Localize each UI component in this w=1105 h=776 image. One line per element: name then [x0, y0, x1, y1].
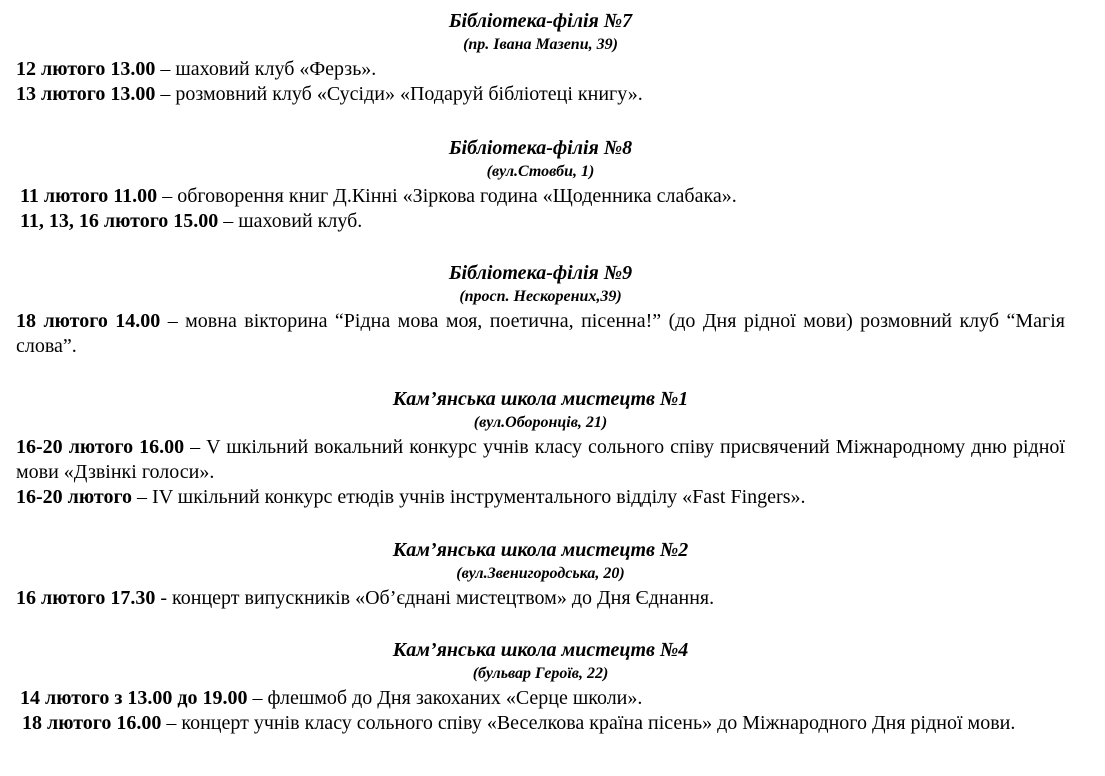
event-entry: [16, 82, 1065, 107]
event-description: – V шкільний вокальний конкурс учнів класу сольного співу присвячений Міжнародному дню рідної мови «Дзвінкі голоси».: [16, 436, 1065, 483]
section-title: Бібліотека-філія №8: [448, 137, 633, 159]
event-description: – IV шкільний конкурс етюдів учнів інструментального відділу «Fast Fingers».: [132, 486, 806, 508]
section-title: Бібліотека-філія №7: [448, 10, 633, 32]
event-description: – мовна вікторина “Рідна мова моя, поетична, пісенна!” (до Дня рідної мови) розмовний клуб “Магія слова”.: [16, 310, 1065, 357]
section-address: (вул.Звенигородська, 20): [456, 565, 625, 582]
event-date: 13 лютого 13.00: [16, 83, 156, 105]
event-date: 16-20 лютого: [16, 486, 133, 508]
section-address: (вул.Стовби, 1): [486, 163, 595, 180]
section-title: Кам’янська школа мистецтв №4: [392, 639, 689, 661]
event-description: – флешмоб до Дня закоханих «Серце школи».: [247, 687, 643, 709]
section-art-school-4: [16, 638, 1065, 736]
section-library-7: [16, 9, 1065, 107]
event-description: – концерт учнів класу сольного співу «Веселкова країна пісень» до Міжнародного Дня рідної мови.: [161, 712, 1016, 734]
section-library-8: [16, 136, 1065, 234]
section-address: (просп. Нескорених,39): [459, 288, 622, 305]
event-entry: [16, 485, 1065, 510]
event-entry: [16, 686, 1065, 711]
section-title: Кам’янська школа мистецтв №2: [392, 539, 689, 561]
event-date: 11, 13, 16 лютого 15.00: [20, 210, 219, 232]
event-description: – шаховий клуб.: [218, 210, 363, 232]
section-title: Кам’янська школа мистецтв №1: [392, 388, 689, 410]
section-address: (пр. Івана Мазепи, 39): [463, 36, 618, 53]
event-entry: [16, 57, 1065, 82]
event-entry: [16, 586, 1065, 611]
event-entry: [16, 209, 1065, 234]
section-address: (вул.Оборонців, 21): [473, 414, 608, 431]
event-date: 16 лютого 17.30: [16, 587, 156, 609]
section-title: Бібліотека-філія №9: [448, 262, 633, 284]
event-date: 14 лютого з 13.00 до 19.00: [20, 687, 248, 709]
event-entry: [16, 184, 1065, 209]
section-art-school-1: [16, 387, 1065, 510]
event-description: – розмовний клуб «Сусіди» «Подаруй бібліотеці книгу».: [155, 83, 643, 105]
event-description: – обговорення книг Д.Кінні «Зіркова година «Щоденника слабака».: [157, 185, 737, 207]
section-address: (бульвар Героїв, 22): [472, 665, 609, 682]
event-description: – шаховий клуб «Ферзь».: [155, 58, 377, 80]
event-date: 18 лютого 14.00: [16, 310, 161, 332]
event-date: 16-20 лютого 16.00: [16, 436, 185, 458]
event-date: 18 лютого 16.00: [22, 712, 162, 734]
event-entry: [16, 435, 1065, 485]
section-art-school-2: [16, 538, 1065, 611]
event-date: 12 лютого 13.00: [16, 58, 156, 80]
section-library-9: [16, 261, 1065, 359]
event-entry: [16, 711, 1065, 736]
event-date: 11 лютого 11.00: [20, 185, 158, 207]
event-entry: [16, 309, 1065, 359]
event-description: - концерт випускників «Об’єднані мистецтвом» до Дня Єднання.: [155, 587, 715, 609]
